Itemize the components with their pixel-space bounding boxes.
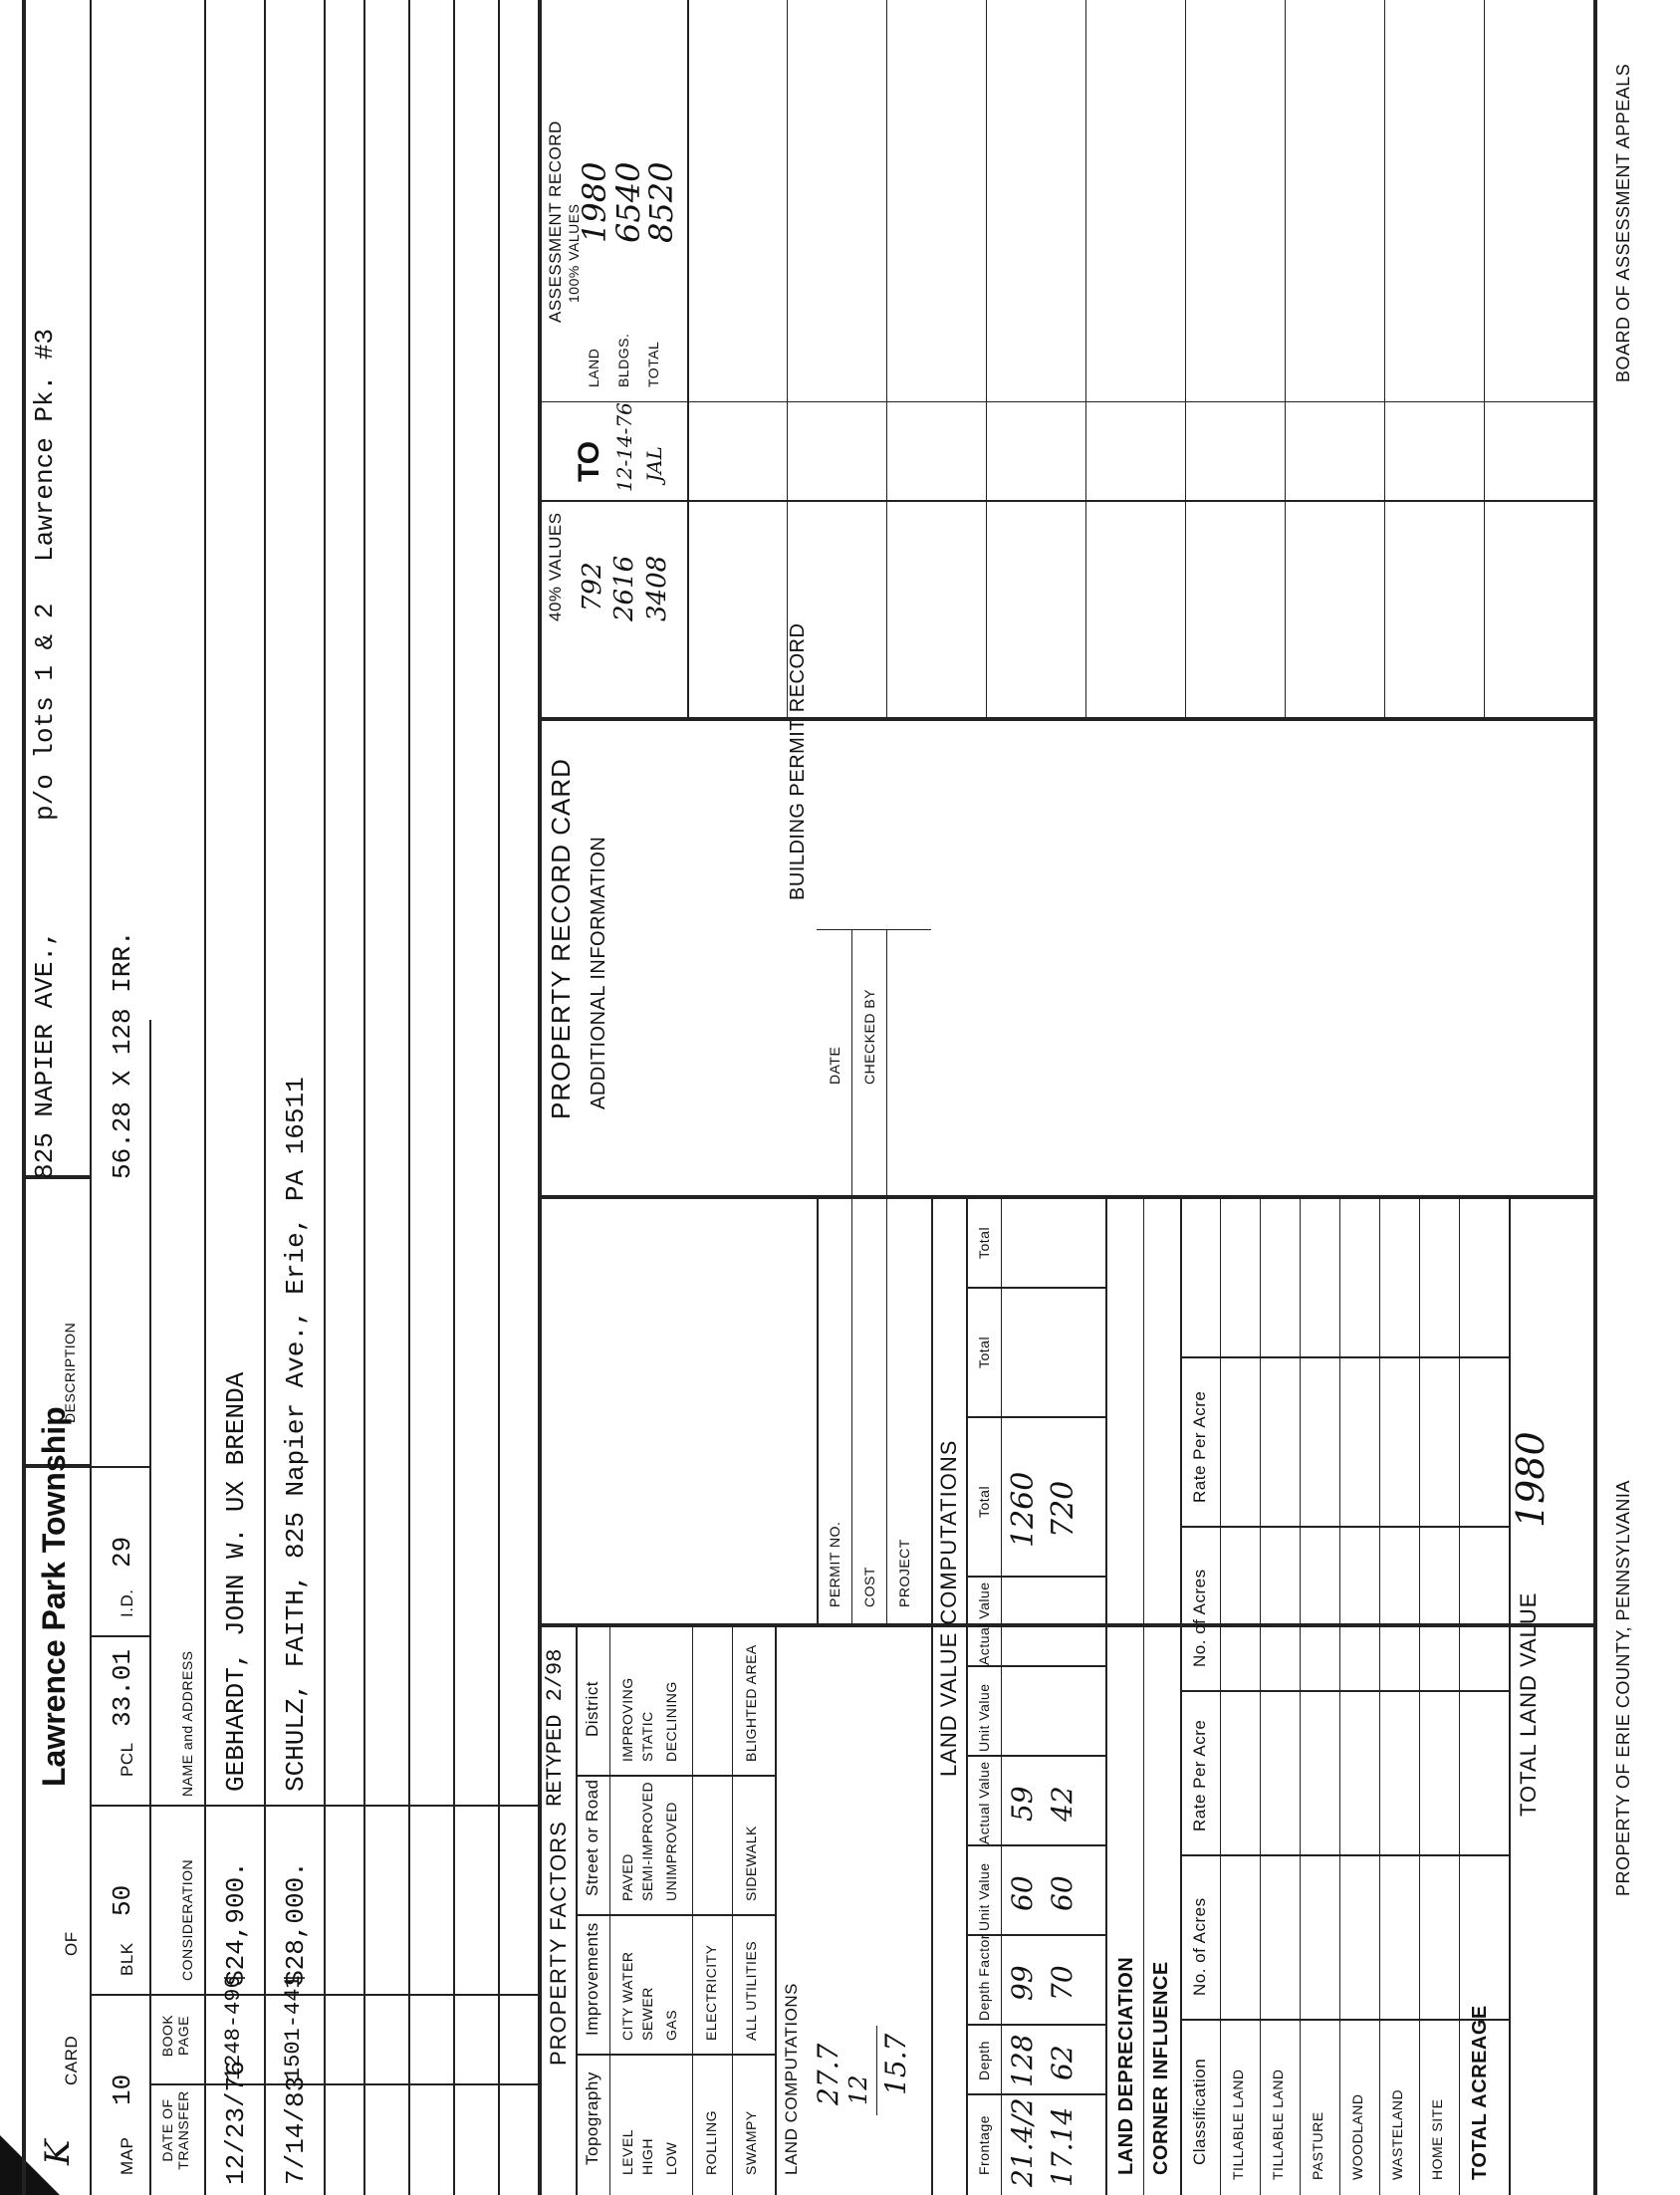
lv-total-1: 1260: [1006, 1471, 1041, 1548]
street-unimproved: UNIMPROVED: [663, 1802, 679, 1901]
class-home-site: HOME SITE: [1429, 2098, 1445, 2180]
lv-factor-2: 70: [1046, 1965, 1079, 2001]
land-depreciation-title: LAND DEPRECIATION: [1115, 1956, 1137, 2175]
stamp-date: 12-14-76: [612, 402, 636, 492]
topo-rolling: ROLLING: [703, 2110, 719, 2175]
lv-col-actual-value-2: Actual Value: [976, 1582, 992, 1665]
imp-all-utilities: ALL UTILITIES: [743, 1940, 759, 2041]
lv-col-depth: Depth: [976, 2041, 992, 2080]
of-label: OF: [62, 1931, 81, 1956]
total-land-value-label: TOTAL LAND VALUE: [1516, 1591, 1541, 1817]
lv-col-unit-value: Unit Value: [976, 1862, 992, 1931]
assess-label-land: LAND: [586, 348, 601, 387]
assessment-land: 1980: [576, 161, 613, 243]
land-calc-1: 27.7: [812, 2043, 844, 2105]
dep-col-rate-2: Rate Per Acre: [1190, 1390, 1209, 1503]
cost-label: COST: [861, 1567, 877, 1607]
footer-left: PROPERTY OF ERIE COUNTY, PENNSYLVANIA: [1613, 1480, 1633, 1896]
land-calc-2: 12: [844, 2074, 872, 2105]
col-book-page: BOOK PAGE: [159, 2014, 191, 2058]
lv-col-actual-value: Actual Value: [976, 1761, 992, 1844]
lv-depth-1: 128: [1006, 2034, 1039, 2087]
transfer-book-2: 1501-441: [281, 1975, 306, 2080]
values-40-title: 40% VALUES: [546, 512, 565, 621]
class-woodland: WOODLAND: [1349, 2093, 1365, 2180]
lv-frontage-2: 17.14: [1046, 2106, 1079, 2187]
imp-gas: GAS: [663, 2009, 679, 2041]
transfer-date-1: 12/23/76: [221, 2061, 251, 2185]
street-sidewalk: SIDEWALK: [743, 1826, 759, 1901]
col-improvements: Improvements: [583, 1922, 601, 2036]
class-pasture: PASTURE: [1310, 2111, 1325, 2180]
district-static: STATIC: [639, 1711, 655, 1762]
district-blighted: BLIGHTED AREA: [743, 1644, 759, 1762]
assessment-total: 8520: [642, 161, 680, 243]
id-label: I.D.: [118, 1588, 136, 1617]
class-tillable-1: TILLABLE LAND: [1230, 2069, 1246, 2180]
land-computations-title: LAND COMPUTATIONS: [782, 1983, 801, 2175]
assessment-bldgs: 6540: [609, 161, 647, 243]
lv-factor-1: 99: [1006, 1965, 1039, 2001]
dep-col-classification: Classification: [1190, 2058, 1209, 2165]
dep-col-rate: Rate Per Acre: [1190, 1719, 1209, 1831]
transfer-name-1: GEBHARDT, JOHN W. UX BRENDA: [221, 1371, 251, 1792]
land-value-title: LAND VALUE COMPUTATIONS: [936, 1439, 961, 1777]
blk-label: BLK: [118, 1942, 136, 1976]
transfer-consideration-1: $24,900.: [221, 1861, 251, 1986]
card-initial: K: [38, 2139, 78, 2165]
col-name-address: NAME and ADDRESS: [179, 1650, 195, 1797]
date-label: DATE: [827, 1046, 842, 1085]
lv-col-unit-value-2: Unit Value: [976, 1683, 992, 1752]
blk-value: 50: [108, 1884, 137, 1916]
topo-swampy: SWAMPY: [743, 2110, 759, 2175]
lv-depth-2: 62: [1046, 2045, 1079, 2080]
imp-electricity: ELECTRICITY: [703, 1944, 719, 2041]
street-semi-improved: SEMI-IMPROVED: [639, 1781, 655, 1901]
retyped-note: RETYPED 2/98: [543, 1648, 568, 1807]
record-card-title: PROPERTY RECORD CARD: [546, 758, 576, 1119]
lv-unit-2: 60: [1046, 1875, 1079, 1911]
description-line1c: Lawrence Pk. #3: [30, 328, 60, 562]
lv-total-2: 720: [1046, 1480, 1080, 1538]
transfer-consideration-2: $28,000.: [281, 1861, 311, 1986]
lv-unit-1: 60: [1006, 1875, 1039, 1911]
class-wasteland: WASTELAND: [1389, 2088, 1405, 2180]
footer-right: BOARD OF ASSESSMENT APPEALS: [1613, 63, 1633, 382]
additional-information: ADDITIONAL INFORMATION: [588, 836, 609, 1109]
total-land-value: 1980: [1509, 1431, 1553, 1528]
map-label: MAP: [118, 2136, 136, 2175]
lv-col-total: Total: [976, 1485, 992, 1518]
lv-col-depth-factor: Depth Factor: [976, 1934, 992, 2021]
topo-level: LEVEL: [619, 2128, 635, 2175]
class-tillable-2: TILLABLE LAND: [1270, 2069, 1286, 2180]
transfer-book-1: 1248-496: [221, 1975, 246, 2080]
description-line1b: p/o lots 1 & 2: [30, 603, 60, 821]
property-factors-title: PROPERTY FACTORS: [546, 1821, 571, 2066]
value-40-bldgs: 2616: [609, 555, 639, 621]
street-paved: PAVED: [619, 1853, 635, 1901]
dep-col-acres-2: No. of Acres: [1190, 1569, 1209, 1667]
district-improving: IMPROVING: [619, 1677, 635, 1762]
imp-sewer: SEWER: [639, 1987, 655, 2041]
assessment-title: ASSESSMENT RECORD: [546, 121, 565, 323]
col-consideration: CONSIDERATION: [179, 1858, 195, 1981]
col-district: District: [583, 1681, 601, 1737]
value-40-land: 792: [578, 562, 607, 611]
value-40-total: 3408: [642, 555, 672, 621]
description-line2: 56.28 X 128 IRR.: [108, 930, 137, 1179]
building-permit-title: BUILDING PERMIT RECORD: [787, 622, 809, 900]
project-label: PROJECT: [896, 1539, 912, 1607]
topo-low: LOW: [663, 2141, 679, 2175]
lv-actual-1: 59: [1006, 1786, 1039, 1822]
id-value: 29: [108, 1536, 137, 1568]
lv-actual-2: 42: [1046, 1786, 1079, 1822]
stamp-extra: JAL: [642, 446, 666, 482]
col-street: Street or Road: [583, 1779, 601, 1896]
lv-col-total-3: Total: [976, 1226, 992, 1259]
lv-col-frontage: Frontage: [976, 2114, 992, 2175]
checked-by-label: CHECKED BY: [861, 988, 877, 1085]
permit-no-label: PERMIT NO.: [827, 1521, 842, 1607]
corner-influence-title: CORNER INFLUENCE: [1150, 1961, 1172, 2175]
map-value: 10: [108, 2073, 137, 2105]
assess-label-bldgs: BLDGS.: [615, 333, 631, 387]
land-calc-3: 15.7: [879, 2033, 912, 2095]
imp-city-water: CITY WATER: [619, 1951, 635, 2041]
topo-high: HIGH: [639, 2138, 655, 2175]
col-date-transfer: DATE OF TRANSFER: [159, 2090, 191, 2170]
lv-col-total-2: Total: [976, 1336, 992, 1368]
pcl-label: PCL: [118, 1742, 136, 1777]
description-label: DESCRIPTION: [62, 1322, 78, 1423]
col-topography: Topography: [583, 2072, 601, 2165]
assessment-subtitle: 100% VALUES: [566, 203, 582, 303]
assess-label-total: TOTAL: [645, 341, 661, 387]
lv-frontage-1: 21.4/2: [1006, 2097, 1039, 2187]
description-line1: 825 NAPIER AVE.,: [30, 930, 60, 1179]
stamp-to: TO: [573, 440, 605, 482]
transfer-name-2: SCHULZ, FAITH, 825 Napier Ave., Erie, PA 16511: [281, 1077, 311, 1792]
transfer-date-2: 7/14/83: [281, 2075, 311, 2185]
district-declining: DECLINING: [663, 1681, 679, 1762]
dep-col-acres: No. of Acres: [1190, 1897, 1209, 1996]
township-title: Lawrence Park Township: [36, 1406, 72, 1787]
card-label: CARD: [62, 2035, 81, 2085]
total-acreage: TOTAL ACREAGE: [1469, 2005, 1491, 2180]
pcl-value: 33.01: [108, 1648, 137, 1727]
